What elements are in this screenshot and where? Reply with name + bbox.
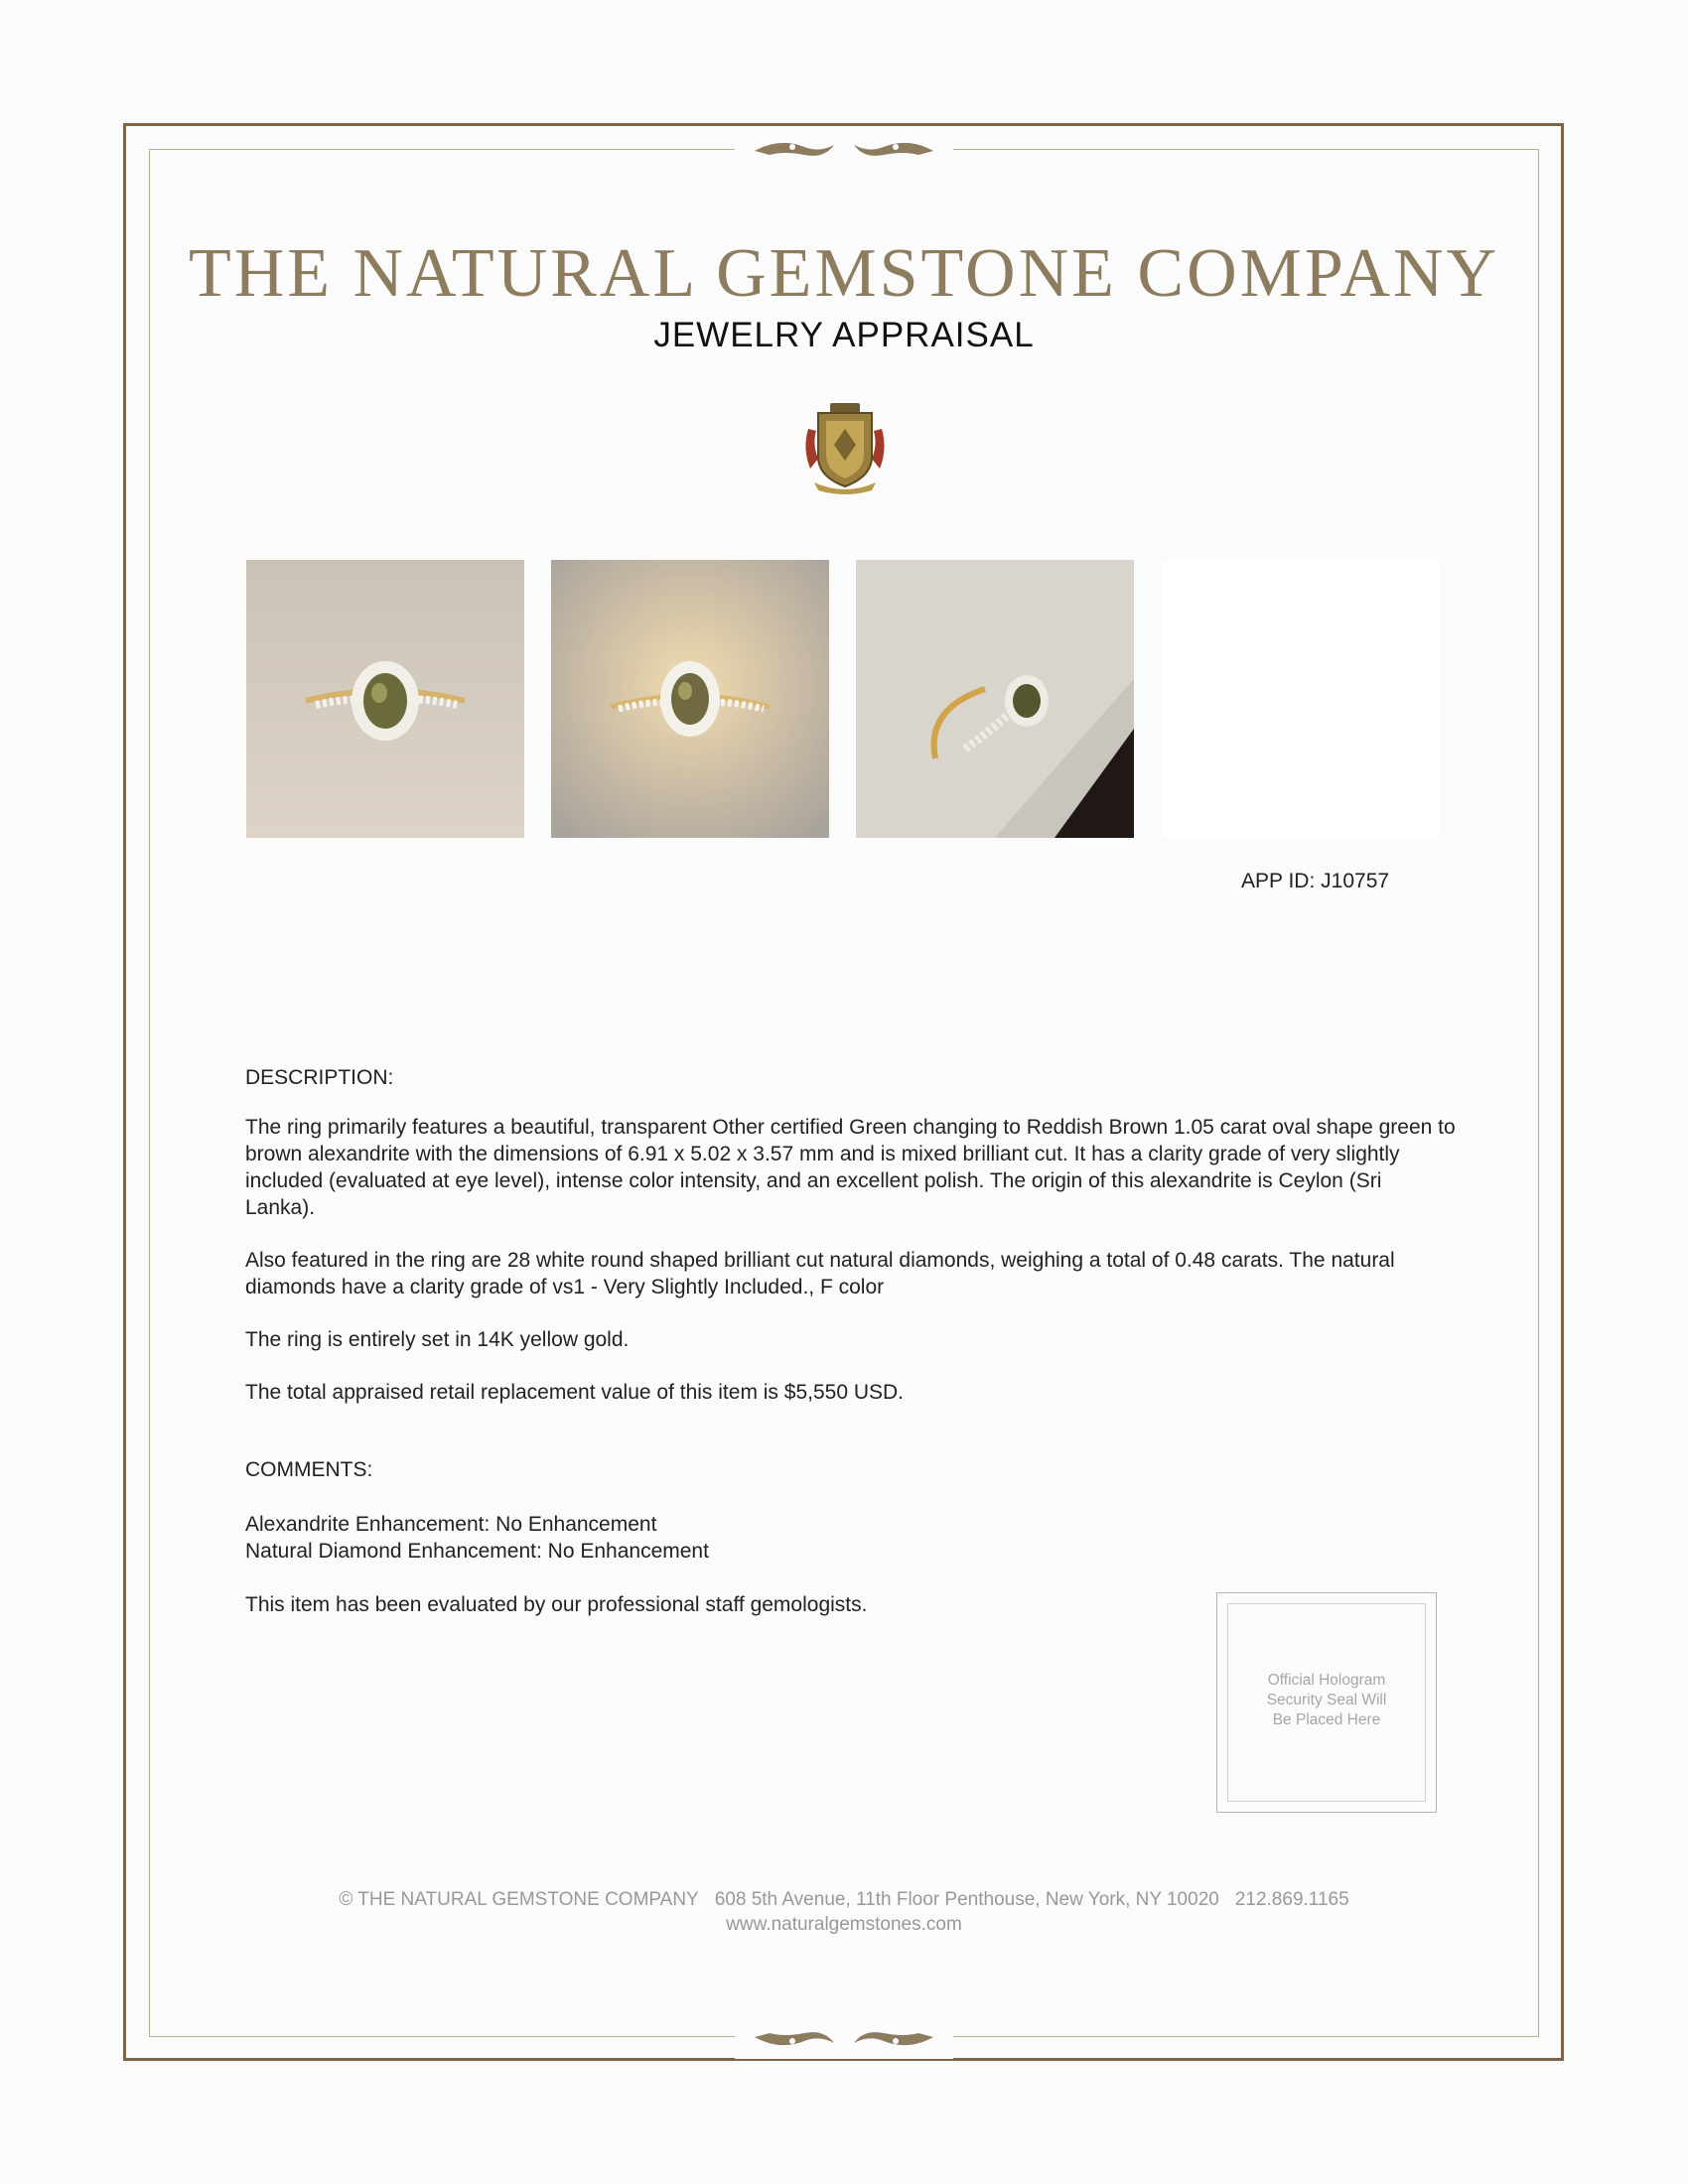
crest-logo-icon — [800, 399, 890, 494]
description-paragraph: The total appraised retail replacement value of this item is $5,550 USD. — [245, 1381, 905, 1404]
seal-text: Official Hologram Security Seal Will Be Placed Here — [1266, 1672, 1387, 1728]
footer-website[interactable]: www.naturalgemstones.com — [726, 1914, 962, 1935]
description-paragraph: The ring is entirely set in 14K yellow gold. — [245, 1328, 630, 1351]
footer-address: 608 5th Avenue, 11th Floor Penthouse, New York, NY 10020 — [714, 1889, 1219, 1910]
comment-note: This item has been evaluated by our professional staff gemologists. — [245, 1593, 868, 1616]
description-paragraph: The ring primarily features a beautiful, transparent Other certified Green changing to Reddish Brown 1.05 carat oval shape green to brown alexandrite with the dimensions of 6.91 x 5.02 x 3.57 mm and is mixed brilliant cut. It has a clarity grade of very slightly included (evaluated at eye level), intense color intensity, and an excellent polish. The origin of this alexandrite is Ceylon (Sri Lanka). — [245, 1116, 1456, 1219]
description-heading: DESCRIPTION: — [245, 1066, 394, 1089]
document-title: JEWELRY APPRAISAL — [653, 316, 1035, 354]
footer-phone: 212.869.1165 — [1234, 1889, 1349, 1910]
ring-photo-side — [856, 560, 1134, 838]
bottom-ornament-icon — [735, 2019, 953, 2059]
hologram-seal-placeholder — [1216, 1592, 1437, 1813]
footer-contact — [0, 1889, 1688, 1911]
photo-empty-slot — [1162, 560, 1440, 838]
description-paragraph: Also featured in the ring are 28 white round shaped brilliant cut natural diamonds, weighing a total of 0.48 carats. The natural diamonds have a clarity grade of vs1 - Very Slightly Included., F color — [245, 1249, 1395, 1298]
ring-photo-front — [246, 560, 524, 838]
footer-copyright: © THE NATURAL GEMSTONE COMPANY — [339, 1889, 699, 1910]
comment-line: Alexandrite Enhancement: No Enhancement — [245, 1513, 657, 1536]
app-id — [1241, 870, 1389, 893]
company-name: THE NATURAL GEMSTONE COMPANY — [188, 235, 1500, 312]
app-id-value: J10757 — [1321, 870, 1390, 892]
comment-line: Natural Diamond Enhancement: No Enhancement — [245, 1540, 709, 1563]
top-ornament-icon — [735, 129, 953, 169]
ring-photo-angled — [551, 560, 829, 838]
comments-heading: COMMENTS: — [245, 1458, 373, 1481]
app-id-label: APP ID: — [1241, 870, 1316, 892]
